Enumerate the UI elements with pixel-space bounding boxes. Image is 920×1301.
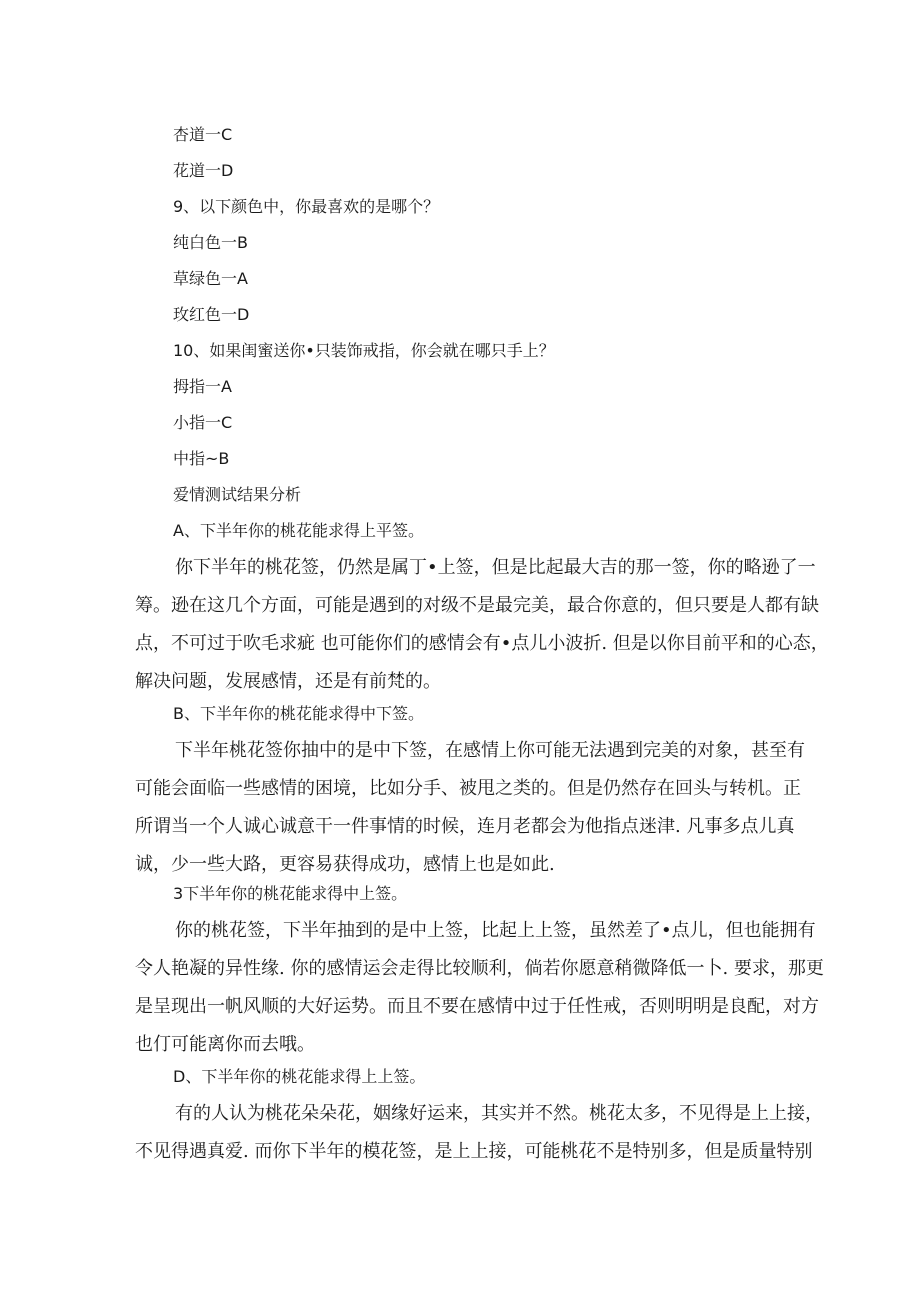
option-line: 杏道一C [173,125,233,144]
option-line: 纯白色一B [173,233,248,252]
section-body-d [135,1102,823,1178]
paragraph-line: 令人艳凝的异性缘. 你的感情运会走得比较顺利，倘若你愿意稍微降低一卜. 要求，那更 [135,958,824,979]
option-line: 玫红色一D [173,305,250,324]
paragraph-line: 也仃可能离你而去哦。 [135,1034,315,1055]
paragraph-line: 点，不可过于吹毛求疵 也可能你们的感情会有•点儿小波折. 但是以你目前平和的心态， [135,633,829,654]
option-line: 中指~B [173,449,230,468]
paragraph-line: 解决问题，发展感情，还是有前梵的。 [135,671,441,692]
section-title-b: B、下半年你的桃花能求得中下签。 [173,704,424,723]
paragraph-line: 不见得遇真爱. 而你下半年的模花签，是上上接，可能桃花不是特别多，但是质量特别 [135,1141,813,1162]
paragraph-line: 你下半年的桃花签，仍然是属丁•上签，但是比起最大吉的那一签，你的略逊了一 [175,557,816,578]
section-body-c [135,919,824,1071]
paragraph-line: 下半年桃花签你抽中的是中下签，在感情上你可能无法遇到完美的对象，甚至有 [175,740,805,761]
paragraph-line: 可能会面临一些感情的困境，比如分手、被甩之类的。但是仍然存在回头与转机。正 [135,778,801,799]
question-9: 9、以下颜色中，你最喜欢的是哪个？ [173,197,440,216]
option-line: 拇指一A [173,377,232,396]
section-title-d: D、下半年你的桃花能求得上上签。 [173,1067,426,1086]
section-title-a: A、下半年你的桃花能求得上平签。 [173,521,424,540]
paragraph-line: 你的桃花签，下半年抽到的是中上签，比起上上签，虽然差了•点儿，但也能拥有 [175,920,816,941]
section-body-a [135,556,829,708]
paragraph-line: 诚，少一些大路，更容易获得成功，感情上也是如此. [135,854,555,875]
option-line: 小指一C [173,413,233,432]
paragraph-line: 筹。逊在这几个方面，可能是遇到的对级不是最完美，最合你意的，但只要是人都有缺 [135,595,819,616]
paragraph-line: 是呈现出一帆风顺的大好运势。而且不要在感情中过于任性戒，否则明明是良配，对方 [135,996,819,1017]
question-10: 10、如果闺蜜送你•只装饰戒指，你会就在哪只手上？ [173,341,555,360]
analysis-heading: 爱情测试结果分析 [173,485,302,504]
paragraph-line: 有的人认为桃花朵朵花，姻缘好运来，其实并不然。桃花太多，不见得是上上接， [175,1103,823,1124]
section-title-c: 3下半年你的桃花能求得中上签。 [173,884,408,903]
section-body-b [135,739,805,891]
paragraph-line: 所谓当一个人诚心诚意干一件事情的时候，连月老都会为他指点迷津. 凡事多点儿真 [135,816,795,837]
option-line: 花道一D [173,161,234,180]
option-line: 草绿色一A [173,269,248,288]
